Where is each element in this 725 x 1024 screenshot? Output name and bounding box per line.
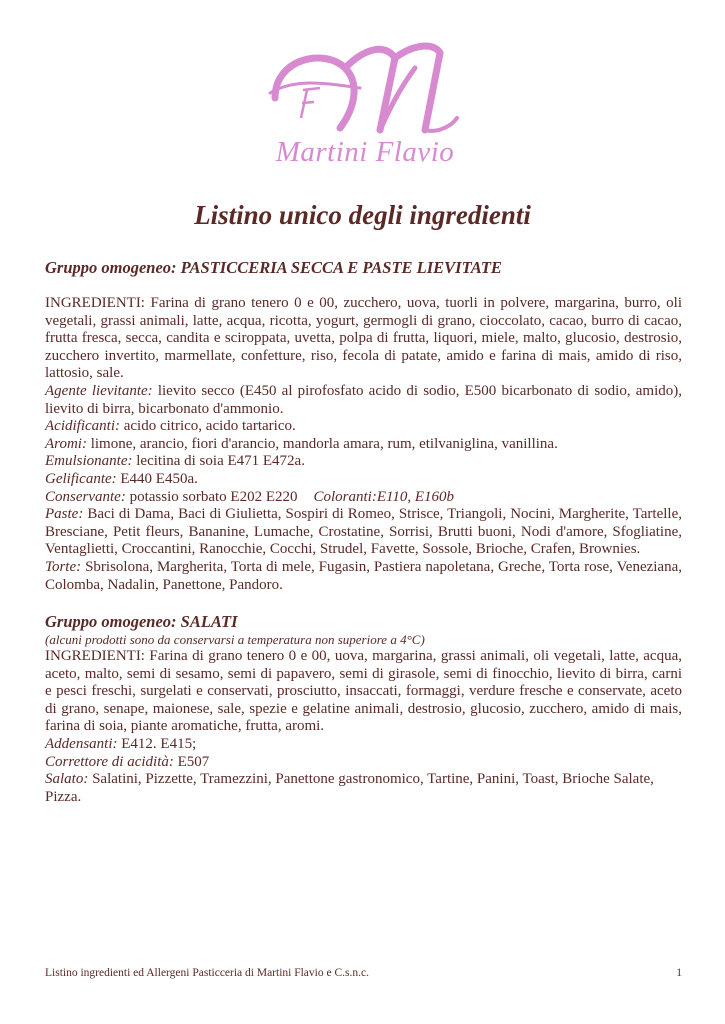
row-text: lecitina di soia E471 E472a.: [132, 453, 305, 470]
row-label: Acidificanti:: [45, 418, 120, 435]
row-text: E507: [173, 753, 210, 770]
ingredients-paragraph: INGREDIENTI: Farina di grano tenero 0 e 00, uova, margarina, grassi animali, oli vegetali, latte, acqua, aceto, malto, semi di sesamo, semi di papavero, semi di girasole, semi di finocchio, lievito di birra, carni e pesci freschi, surgelati e conservati, prosciutto, insaccati, formaggi, verdure fresche e conservate, aceto di grano, senape, maionese, sale, spezie e gelatine animali, destrosio, glucosio, zucchero, amido di mais, farina di soia, piante aromatiche, frutta, aromi.: [45, 648, 682, 735]
ingredient-row: [45, 383, 682, 418]
brand-logo: [265, 38, 465, 178]
ingredient-row: [45, 418, 682, 436]
row-label: Emulsionante:: [45, 453, 133, 470]
row-text: potassio sorbato E202 E220: [125, 488, 298, 505]
coloranti-text: Coloranti:E110, E160b: [313, 488, 455, 505]
row-label: Torte:: [45, 558, 82, 575]
group-text: [45, 648, 682, 806]
ingredients-paragraph: INGREDIENTI: Farina di grano tenero 0 e 00, zucchero, uova, tuorli in polvere, margarina, burro, oli vegetali, grassi animali, latte, acqua, ricotta, yogurt, germogli di grano, cioccolato, cacao, burro di cacao, frutta fresca, secca, candita e sciroppata, uvetta, polpa di frutta, liquori, miele, malto, glucosio, destrosio, zucchero invertito, marmellate, confetture, riso, fecola di patate, amido e farina di mais, amido di riso, lattosio, sale.: [45, 295, 682, 382]
storage-note: (alcuni prodotti sono da conservarsi a temperatura non superiore a 4°C): [45, 632, 425, 648]
group-pasticceria: [45, 258, 682, 594]
group-heading: Gruppo omogeneo: SALATI: [45, 612, 238, 632]
page-title: Listino unico degli ingredienti: [194, 200, 531, 230]
row-text: acido citrico, acido tartarico.: [119, 418, 296, 435]
logo-text: Martini Flavio: [275, 136, 455, 168]
row-label: Correttore di acidità:: [45, 753, 174, 770]
row-label: Agente lievitante:: [45, 382, 153, 399]
row-text: Baci di Dama, Baci di Giulietta, Sospiri di Romeo, Strisce, Triangoli, Nocini, Margherite, Tartelle, Bresciane, Petit fleurs, Bananine, Lumache, Crostatine, Sorrisi, Brutti buoni, Nodi d'amore, Sfogliatine, Ventaglietti, Croccantini, Ranocchie, Cocchi, Strudel, Favette, Sossole, Brioche, Crafen, Brownies.: [45, 506, 682, 558]
ingredient-row: [45, 736, 682, 754]
row-label: Conservante:: [45, 488, 126, 505]
row-text: lievito secco (E450 al pirofosfato acido di sodio, E500 bicarbonato di sodio, amido), lievito di birra, bicarbonato d'ammonio.: [45, 382, 683, 417]
row-label: Aromi:: [45, 435, 87, 452]
ingredient-row: [45, 506, 682, 559]
row-text: Sbrisolona, Margherita, Torta di mele, Fugasin, Pastiera napoletana, Greche, Torta rose, Veneziana, Colomba, Nadalin, Panettone, Pandoro.: [45, 558, 682, 593]
row-label: Paste:: [45, 506, 84, 523]
row-text: E412. E415;: [117, 736, 197, 753]
ingredient-row: [45, 436, 682, 454]
logo-monogram-icon: [265, 38, 465, 138]
row-text: limone, arancio, fiori d'arancio, mandorla amara, rum, etilvaniglina, vanillina.: [86, 435, 558, 452]
page-number: 1: [676, 967, 682, 979]
ingredient-row: [45, 471, 682, 489]
page-footer: [45, 967, 682, 979]
document-body: [45, 258, 682, 806]
row-label: Salato:: [45, 771, 89, 788]
ingredient-row: [45, 559, 682, 594]
row-label: Gelificante:: [45, 470, 117, 487]
ingredient-row: [45, 489, 682, 507]
row-label: Addensanti:: [45, 736, 118, 753]
group-heading: Gruppo omogeneo: PASTICCERIA SECCA E PASTE LIEVITATE: [45, 258, 502, 277]
row-text: Salatini, Pizzette, Tramezzini, Panettone gastronomico, Tartine, Panini, Toast, Brioche Salate, Pizza.: [45, 771, 654, 805]
row-text: E440 E450a.: [116, 470, 198, 487]
ingredient-row: [45, 754, 682, 772]
group-salati: [45, 612, 682, 806]
group-text: [45, 295, 682, 594]
footer-text: Listino ingredienti ed Allergeni Pasticceria di Martini Flavio e C.s.n.c.: [45, 967, 369, 979]
ingredient-row: [45, 453, 682, 471]
ingredient-row: [45, 771, 682, 806]
